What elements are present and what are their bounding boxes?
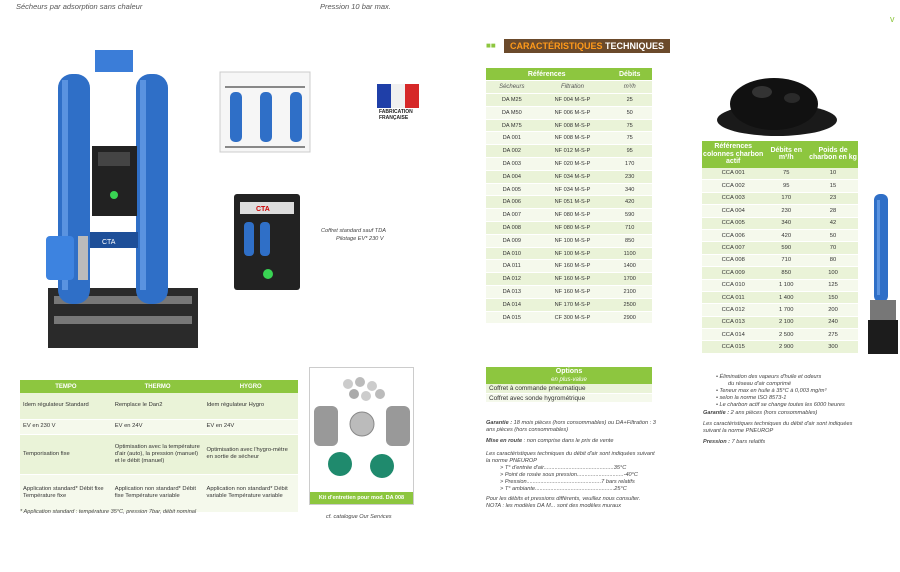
- table-row: [702, 341, 858, 353]
- table-row: [486, 222, 652, 235]
- table-cell: 80: [808, 254, 858, 266]
- table-cell: NF 100 M-S-P: [538, 234, 608, 247]
- coffret-caption-2: Pilotage EV* 230 V: [336, 236, 384, 242]
- table-cell: 28: [808, 205, 858, 217]
- regulator-table: [20, 380, 298, 513]
- table-row: [486, 196, 652, 209]
- option-item: Coffret à commande pneumatique: [486, 384, 652, 394]
- table-row: [702, 291, 858, 303]
- table-cell: 2500: [607, 298, 652, 311]
- table-row: [702, 205, 858, 217]
- table-cell: DA 010: [486, 247, 538, 260]
- table-cell: 1100: [607, 247, 652, 260]
- table-cell: NF 008 M-S-P: [538, 119, 608, 132]
- kit-caption: cf. catalogue Our Services: [326, 514, 392, 520]
- table-row: [486, 119, 652, 132]
- cc-debit-header: Débits en m³/h: [770, 146, 802, 162]
- table-cell: DA 015: [486, 311, 538, 324]
- table-cell: 230: [764, 205, 808, 217]
- table-row: Idem régulateur Standard Remplace le Dan2 Idem régulateur Hygro: [20, 393, 298, 419]
- table-cell: 850: [607, 234, 652, 247]
- cc-pression: Pression : 7 bars relatifs: [703, 439, 766, 445]
- table-row: [702, 217, 858, 229]
- table-cell: NF 008 M-S-P: [538, 132, 608, 145]
- table-row: [702, 192, 858, 204]
- mise-en-route-note: Mise en route : non comprise dans le prix de vente: [486, 438, 614, 444]
- table-row: [486, 106, 652, 119]
- table-cell: 240: [808, 316, 858, 328]
- table-cell: 2100: [607, 286, 652, 299]
- table-cell: DA 007: [486, 209, 538, 222]
- table-row: [486, 145, 652, 158]
- benefit-item: • Élimination des vapeurs d'huile et odeurs: [716, 374, 822, 380]
- option-item: Coffret avec sonde hygrométrique: [486, 394, 652, 404]
- table-row: [486, 234, 652, 247]
- table-cell: 590: [764, 242, 808, 254]
- table-cell: CCA 007: [702, 242, 764, 254]
- table-cell: 340: [607, 183, 652, 196]
- corner-mark-icon: v: [890, 14, 895, 24]
- table-cell: DA 002: [486, 145, 538, 158]
- installation-schematic: [210, 62, 320, 162]
- options-header: Options en plus-value: [486, 367, 652, 384]
- table-cell: 2 900: [764, 341, 808, 353]
- table-cell: 1 700: [764, 304, 808, 316]
- header-center: Pression 10 bar max.: [320, 2, 391, 11]
- table-row: [702, 254, 858, 266]
- table-cell: DA 011: [486, 260, 538, 273]
- debit-header: Débits: [607, 68, 652, 81]
- table-row: [486, 298, 652, 311]
- ref-header: Références: [486, 68, 607, 81]
- table-cell: NF 020 M-S-P: [538, 158, 608, 171]
- regulator-footnote: * Application standard : température 35°C, pression 7bar, débit nominal: [20, 509, 197, 515]
- spec-line: > T° ambiante...................................................25°C: [500, 486, 627, 492]
- table-cell: DA 003: [486, 158, 538, 171]
- spec-line: > Point de rosée sous pression..............................-40°C: [500, 472, 638, 478]
- table-cell: 420: [607, 196, 652, 209]
- table-cell: CCA 015: [702, 341, 764, 353]
- table-cell: NF 160 M-S-P: [538, 260, 608, 273]
- table-cell: 150: [808, 291, 858, 303]
- benefit-item: du réseau d'air comprimé: [728, 381, 791, 387]
- table-row: [702, 329, 858, 341]
- table-cell: NF 012 M-S-P: [538, 145, 608, 158]
- activated-carbon-image: [712, 68, 842, 138]
- table-cell: DA 009: [486, 234, 538, 247]
- table-cell: CCA 002: [702, 180, 764, 192]
- table-cell: NF 004 M-S-P: [538, 94, 608, 107]
- table-cell: 70: [808, 242, 858, 254]
- table-row: [702, 180, 858, 192]
- table-cell: 1400: [607, 260, 652, 273]
- cc-garantie: Garantie : 2 ans pièces (hors consommables): [703, 410, 818, 416]
- table-row: [702, 316, 858, 328]
- table-cell: CCA 014: [702, 329, 764, 341]
- cc-intro: suivant la norme PNEUROP: [703, 428, 774, 434]
- header-left: Sécheurs par adsorption sans chaleur: [16, 2, 143, 11]
- dryer-reference-table: Références Débits Sécheurs Filtration m³/h DA M25 NF 004 M-S-P 25 DA M50 NF 006 M-S-P 50 DA M75 NF 008 M-S-P 75 DA 001 NF 008 M-S-P 75 DA 002 NF 012 M-S-P 95 DA 003 NF 020 M-S-P 170 DA 004 NF 034 M-S-P 230 DA 005 NF 034 M-S-P 340 DA 006 NF 051 M-S-P 420 DA 007 NF 080 M-S-P 590 DA 008 NF 080 M-S-P 710 DA 009 NF 100 M-S-P 850 DA 010 NF 100 M-S-P 1100 DA 011 NF 160 M-S-P 1400 DA 012 NF 160 M-S-P 1700 DA 013 NF 160 M-S-P 2100 DA 014 NF 170 M-S-P 2500 DA 015 CF 300 M-S-P 2900: [486, 68, 652, 324]
- table-cell: CCA 008: [702, 254, 764, 266]
- table-cell: 1700: [607, 273, 652, 286]
- col-tempo: TEMPO: [20, 380, 112, 393]
- table-cell: 170: [764, 192, 808, 204]
- table-cell: 75: [607, 119, 652, 132]
- table-cell: 75: [764, 168, 808, 180]
- control-panel-illustration: [232, 192, 302, 292]
- table-cell: 50: [607, 106, 652, 119]
- carbon-column-illustration: [866, 190, 900, 360]
- pneurop-intro: Les caractéristiques techniques du débit d'air sont indiquées suivant la norme PNEUROP: [486, 451, 655, 464]
- table-cell: NF 080 M-S-P: [538, 222, 608, 235]
- title-bullets: ■■: [486, 41, 496, 50]
- spec-line: > Pression................................................7 bars relatifs: [500, 479, 635, 485]
- table-row: [486, 183, 652, 196]
- table-cell: DA M75: [486, 119, 538, 132]
- table-cell: 710: [764, 254, 808, 266]
- table-cell: DA 005: [486, 183, 538, 196]
- table-cell: 50: [808, 229, 858, 241]
- table-cell: CCA 009: [702, 267, 764, 279]
- col-hygro: HYGRO: [203, 380, 298, 393]
- table-cell: CCA 012: [702, 304, 764, 316]
- cc-intro: Les caractéristiques techniques du débit d'air sont indiquées: [703, 421, 853, 427]
- table-cell: 850: [764, 267, 808, 279]
- table-cell: DA 004: [486, 170, 538, 183]
- table-row: [702, 304, 858, 316]
- table-cell: DA M50: [486, 106, 538, 119]
- carbon-column-table: [702, 141, 858, 354]
- cc-poids-header: Poids de charbon en kg: [809, 146, 857, 162]
- table-cell: CCA 013: [702, 316, 764, 328]
- col-thermo: THERMO: [112, 380, 204, 393]
- maintenance-kit-box: [309, 367, 414, 505]
- table-cell: 2900: [607, 311, 652, 324]
- spec-line: > T° d'entrée d'air.............................................35°C: [500, 465, 627, 471]
- table-row: [486, 247, 652, 260]
- table-cell: 75: [607, 132, 652, 145]
- table-row: Application standard* Débit fixe Température fixe Application non standard* Débit fixe Température variable Application non standard* Débit variable Température variable: [20, 474, 298, 512]
- table-cell: DA 014: [486, 298, 538, 311]
- table-cell: 125: [808, 279, 858, 291]
- table-cell: DA 001: [486, 132, 538, 145]
- table-cell: 420: [764, 229, 808, 241]
- table-cell: NF 160 M-S-P: [538, 286, 608, 299]
- table-cell: CCA 001: [702, 168, 764, 180]
- table-cell: 100: [808, 267, 858, 279]
- cc-ref-header: Références colonnes charbon actif: [703, 143, 764, 165]
- table-row: [486, 311, 652, 324]
- table-row: [702, 229, 858, 241]
- table-row: [486, 94, 652, 107]
- table-cell: NF 100 M-S-P: [538, 247, 608, 260]
- table-row: [702, 242, 858, 254]
- table-cell: 340: [764, 217, 808, 229]
- table-cell: NF 034 M-S-P: [538, 183, 608, 196]
- table-cell: 23: [808, 192, 858, 204]
- table-cell: NF 170 M-S-P: [538, 298, 608, 311]
- garantie-note: Garantie : 18 mois pièces (hors consommables) ou DA+Filtration : 3 ans pièces (hors consommables): [486, 420, 656, 433]
- table-cell: DA 013: [486, 286, 538, 299]
- table-cell: 200: [808, 304, 858, 316]
- table-cell: NF 051 M-S-P: [538, 196, 608, 209]
- table-cell: DA 012: [486, 273, 538, 286]
- panel-brand: CTA: [256, 206, 270, 213]
- table-cell: 710: [607, 222, 652, 235]
- table-row: [486, 170, 652, 183]
- table-row: [486, 273, 652, 286]
- table-row: [486, 260, 652, 273]
- table-row: Temporisation fixe Optimisation avec la température d'air (auto), la pression (manuel) et le débit (manuel) Optimisation avec l'hygro-mètre en sortie de sécheur: [20, 434, 298, 474]
- section-title: CARACTÉRISTIQUES TECHNIQUES: [504, 39, 670, 53]
- table-row: [702, 168, 858, 180]
- table-cell: 170: [607, 158, 652, 171]
- table-cell: NF 034 M-S-P: [538, 170, 608, 183]
- table-cell: CCA 010: [702, 279, 764, 291]
- footnote-2: NOTA : les modèles DA M... sont des modèles muraux: [486, 503, 622, 509]
- table-cell: 300: [808, 341, 858, 353]
- benefit-item: • Le charbon actif se change toutes les 6000 heures: [716, 402, 845, 408]
- table-row: [486, 209, 652, 222]
- table-cell: DA 008: [486, 222, 538, 235]
- table-row: EV en 230 V EV en 24V EV en 24V: [20, 419, 298, 434]
- table-cell: 95: [607, 145, 652, 158]
- benefit-item: • selon la norme ISO 8573-1: [716, 395, 787, 401]
- table-row: [486, 158, 652, 171]
- table-cell: 590: [607, 209, 652, 222]
- benefit-item: • Teneur max en huile à 35°C à 0,003 mg/m³: [716, 388, 827, 394]
- made-in-france-badge: FABRICATION FRANÇAISE: [377, 84, 421, 126]
- table-cell: NF 160 M-S-P: [538, 273, 608, 286]
- table-cell: 2 100: [764, 316, 808, 328]
- table-cell: 15: [808, 180, 858, 192]
- table-cell: CCA 003: [702, 192, 764, 204]
- table-row: [702, 279, 858, 291]
- table-cell: CCA 006: [702, 229, 764, 241]
- dryer-brand: CTA: [102, 239, 116, 246]
- dryer-illustration: [40, 40, 200, 355]
- table-cell: CCA 005: [702, 217, 764, 229]
- table-cell: NF 080 M-S-P: [538, 209, 608, 222]
- coffret-caption-1: Coffret standard sauf TDA: [321, 228, 386, 234]
- table-cell: 25: [607, 94, 652, 107]
- options-box: [486, 367, 652, 403]
- table-cell: CCA 011: [702, 291, 764, 303]
- kit-parts-illustration: [310, 368, 413, 492]
- table-cell: 42: [808, 217, 858, 229]
- table-cell: 95: [764, 180, 808, 192]
- footnote-1: Pour les débits et pressions différents, veuillez nous consulter.: [486, 496, 641, 502]
- table-row: [486, 286, 652, 299]
- table-cell: 275: [808, 329, 858, 341]
- table-cell: 1 100: [764, 279, 808, 291]
- table-row: [486, 132, 652, 145]
- table-cell: 230: [607, 170, 652, 183]
- table-cell: 2 500: [764, 329, 808, 341]
- table-cell: CF 300 M-S-P: [538, 311, 608, 324]
- table-row: [702, 267, 858, 279]
- table-cell: DA M25: [486, 94, 538, 107]
- table-cell: NF 006 M-S-P: [538, 106, 608, 119]
- table-cell: DA 006: [486, 196, 538, 209]
- table-cell: 1 400: [764, 291, 808, 303]
- table-cell: CCA 004: [702, 205, 764, 217]
- table-cell: 10: [808, 168, 858, 180]
- kit-label: Kit d'entretien pour mod. DA 008: [310, 492, 413, 504]
